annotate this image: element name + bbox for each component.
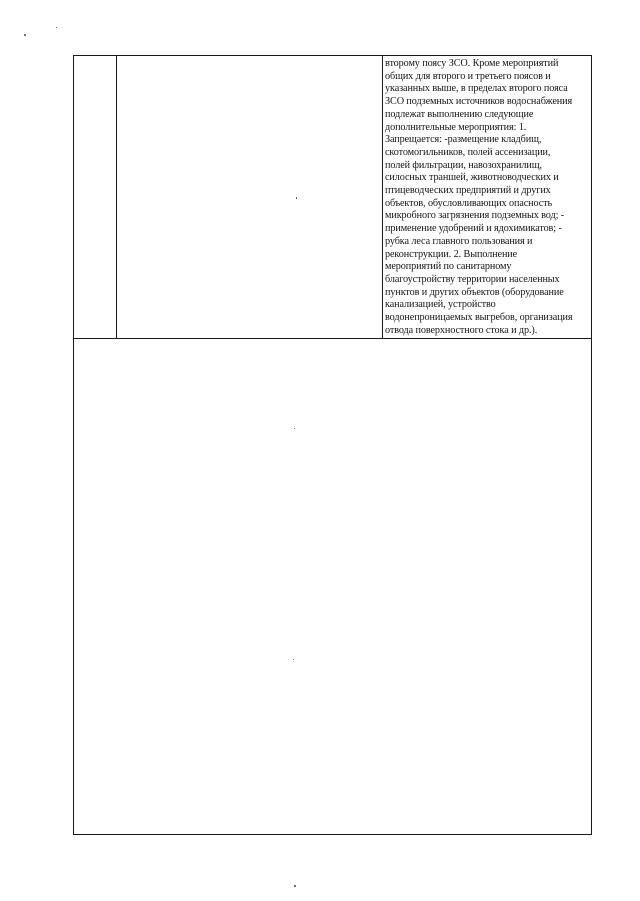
table-row <box>74 56 591 339</box>
table-empty-area <box>74 339 591 834</box>
column-divider <box>382 56 383 339</box>
scan-speck <box>24 34 26 36</box>
column-divider <box>116 56 117 339</box>
scan-speck <box>294 428 295 429</box>
scan-speck <box>294 885 296 887</box>
measures-description-cell: второму поясу ЗСО. Кроме мероприятий общих для второго и третьего поясов и указанных выше, в пределах второго пояса ЗСО подземных источников водоснабжения подлежат выполнению следующие дополнительные мероприятия: 1. Запрещается: -размещение кладбищ, скотомогильников, полей ассенизации, полей фильтрации, навозохранилищ, силосных траншей, животноводческих и птицеводческих предприятий и других объектов, обусловливающих опасность микробного загрязнения подземных вод; - применение удобрений и ядохимикатов; - рубка леса главного пользования и реконструкции. 2. Выполнение мероприятий по санитарному благоустройству территории населенных пунктов и других объектов (оборудование канализацией, устройство водонепроницаемых выгребов, организация отвода поверхностного стока и др.). <box>385 58 573 336</box>
scan-speck <box>296 197 297 199</box>
scan-speck <box>293 659 294 660</box>
table-frame <box>73 55 592 835</box>
scan-speck <box>56 27 57 28</box>
